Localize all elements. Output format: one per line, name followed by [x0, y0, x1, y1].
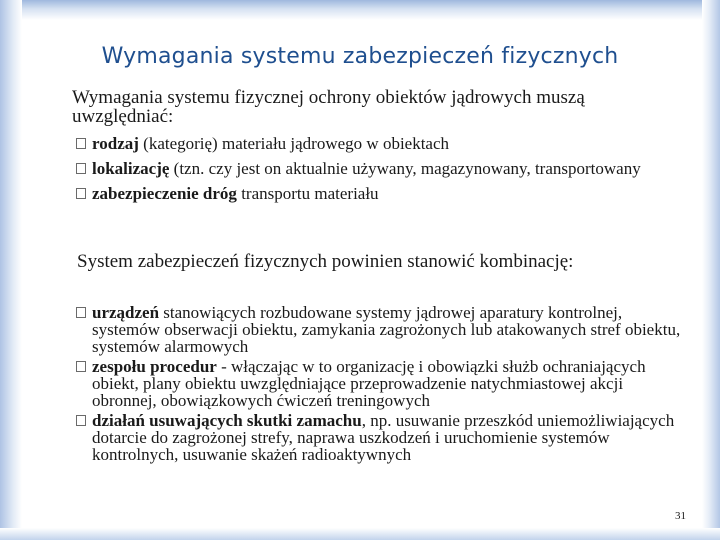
item-keyword: zespołu procedur — [92, 357, 217, 376]
list-item — [76, 412, 686, 463]
slide-frame-bottom — [0, 528, 720, 540]
list-item — [76, 304, 686, 355]
list-item — [76, 135, 686, 152]
item-keyword: zabezpieczenie dróg — [92, 184, 237, 203]
item-text: transportu materiału — [236, 184, 379, 203]
slide-title: Wymagania systemu zabezpieczeń fizycznych — [101, 44, 619, 69]
section2-list — [76, 304, 686, 466]
square-bullet-icon — [76, 415, 86, 426]
list-item — [76, 160, 686, 177]
item-text: , np. usuwanie przeszkód uniemożliwiających dotarcie do zagrożonej strefy, naprawa uszkodzeń i uruchomienie systemów kontrolnych, usuwanie skażeń radioaktywnych — [92, 411, 675, 464]
list-item — [76, 185, 686, 202]
item-keyword: urządzeń — [92, 303, 160, 322]
square-bullet-icon — [76, 188, 86, 199]
item-text: (kategorię) materiału jądrowego w obiektach — [138, 134, 450, 153]
square-bullet-icon — [76, 163, 86, 174]
list-item — [76, 358, 686, 409]
slide-frame-top — [0, 0, 720, 20]
section1-list — [76, 135, 686, 210]
square-bullet-icon — [76, 361, 86, 372]
item-text: stanowiących rozbudowane systemy jądrowej aparatury kontrolnej, systemów obserwacji obiektu, zamykania zagrożonych lub atakowanych stref obiektu, systemów alarmowych — [92, 303, 681, 356]
slide-frame-right — [702, 0, 720, 540]
section1-lead: Wymagania systemu fizycznej ochrony obiektów jądrowych muszą uwzględniać: — [72, 87, 585, 127]
square-bullet-icon — [76, 307, 86, 318]
item-text: - włączając w to organizację i obowiązki służb ochraniających obiekt, plany obiektu uwzględniające przeprowadzenie natychmiastowej akcji obronnej, obowiązkowych ćwiczeń treningowych — [92, 357, 646, 410]
page-number: 31 — [675, 510, 686, 522]
slide-frame-left — [0, 0, 22, 540]
item-keyword: działań usuwających skutki zamachu — [92, 411, 362, 430]
item-keyword: lokalizację — [92, 159, 170, 178]
item-keyword: rodzaj — [92, 134, 139, 153]
item-text: (tzn. czy jest on aktualnie używany, magazynowany, transportowany — [169, 159, 641, 178]
square-bullet-icon — [76, 138, 86, 149]
section2-lead: System zabezpieczeń fizycznych powinien stanowić kombinację: — [77, 251, 574, 272]
